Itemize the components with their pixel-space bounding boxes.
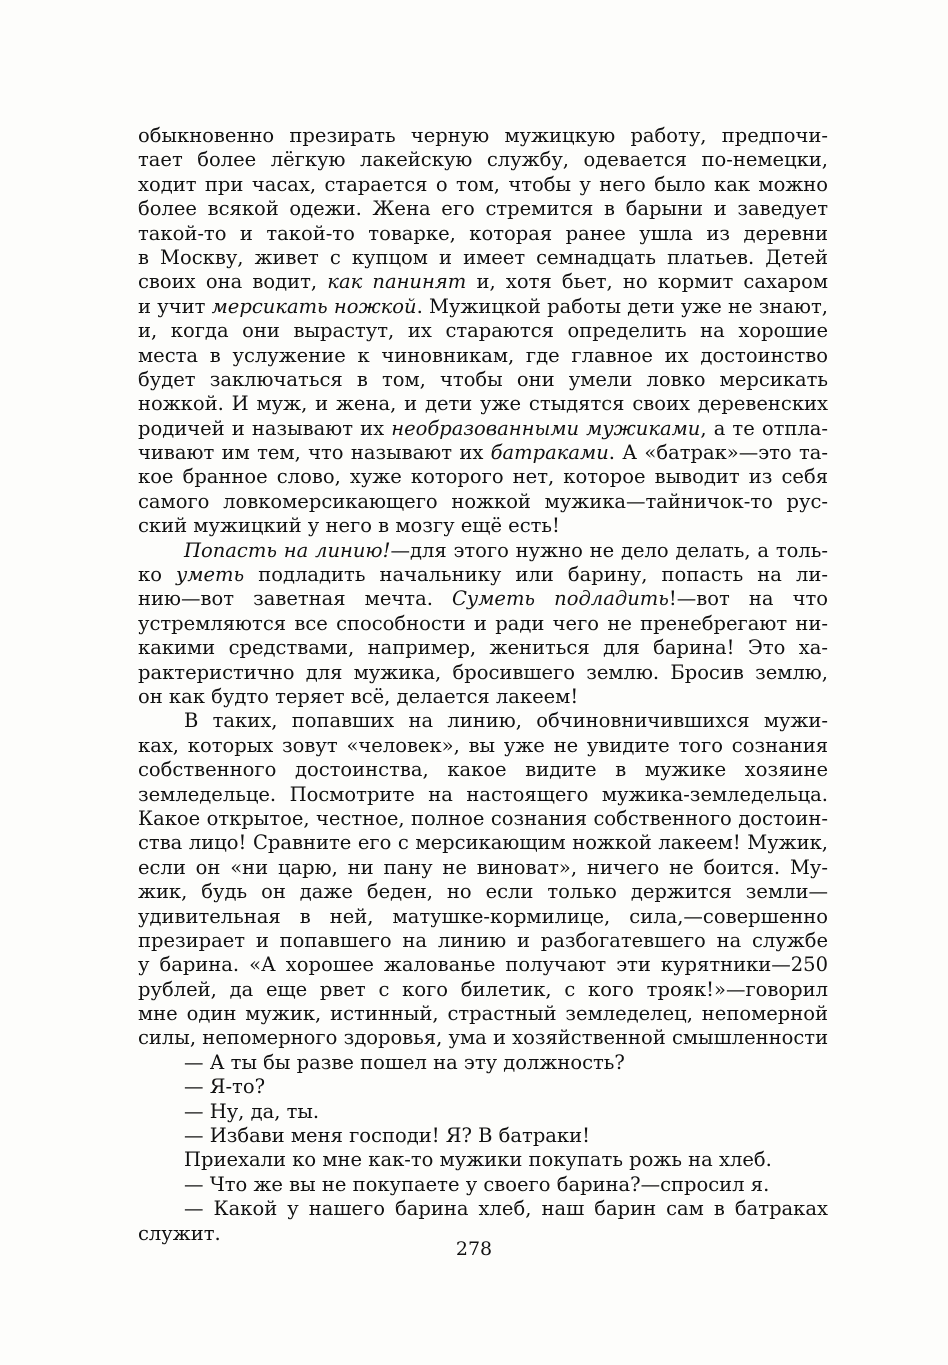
text-run: земледельце. Посмотрите на настоящего мужика-земледельца. — [138, 782, 828, 806]
text-run: жик, будь он даже беден, но если только держится земли— — [138, 880, 828, 904]
text-line — [138, 222, 828, 246]
text-run: своих она водит, — [138, 270, 328, 294]
text-run: Приехали ко мне как-то мужики покупать рожь на хлеб. — [184, 1148, 772, 1172]
text-run: самого ловкомерсикающего ножкой мужика—тайничок-то рус- — [138, 489, 828, 513]
text-line — [138, 319, 828, 343]
italic-phrase: батраками — [490, 441, 609, 465]
text-run: если он «ни царю, ни пану не виноват», ничего не боится. Му- — [138, 855, 828, 879]
text-line — [138, 612, 828, 636]
text-run: и, хотя бьет, но кормит сахаром — [466, 270, 828, 294]
text-line — [138, 1026, 828, 1050]
text-run: тает более лёгкую лакейскую службу, одевается по-немецки, — [138, 148, 828, 172]
text-run: подладить начальнику или барину, попасть на ли- — [244, 563, 828, 587]
text-line — [138, 709, 828, 733]
text-run: В таких, попавших на линию, обчиновничившихся мужи- — [184, 709, 828, 733]
text-line — [138, 636, 828, 660]
text-line — [138, 1051, 828, 1075]
text-line — [138, 441, 828, 465]
text-line — [138, 783, 828, 807]
text-run: !—вот на что — [668, 587, 828, 611]
text-line — [138, 685, 828, 709]
italic-phrase: Попасть на линию! — [184, 538, 391, 562]
text-run: . Мужицкой работы дети уже не знают, — [416, 294, 828, 318]
text-line — [138, 1197, 828, 1221]
italic-phrase: как панинят — [327, 270, 467, 294]
text-run: будет заключаться в том, чтобы они умели ловко мерсикать — [138, 367, 828, 391]
text-line — [138, 1124, 828, 1148]
text-run: удивительная в ней, матушке-кормилице, сила,—совершенно — [138, 904, 828, 928]
text-line — [138, 124, 828, 148]
text-line — [138, 758, 828, 782]
text-line — [138, 905, 828, 929]
text-run: ский мужицкий у него в мозгу ещё есть! — [138, 514, 560, 538]
text-line — [138, 1002, 828, 1026]
italic-phrase: необразованными мужиками — [391, 416, 701, 440]
text-line — [138, 148, 828, 172]
text-run: — А ты бы разве пошел на эту должность? — [184, 1050, 625, 1074]
text-run: , а те отпла- — [700, 416, 829, 440]
text-run: собственного достоинства, какое видите в мужике хозяине — [138, 758, 828, 782]
text-run: силы, непомерного здоровья, ума и хозяйственной смышленности — [138, 1026, 829, 1050]
text-run: нию—вот заветная мечта. — [138, 587, 452, 611]
text-run: ках, которых зовут «человек», вы уже не увидите того сознания — [138, 733, 828, 757]
text-line — [138, 392, 828, 416]
text-run: более всякой одежи. Жена его стремится в барыни и заведует — [138, 197, 828, 221]
text-run: ходит при часах, старается о том, чтобы у него было как можно — [138, 172, 828, 196]
text-line — [138, 368, 828, 392]
text-run: ко — [138, 563, 177, 587]
text-line — [138, 807, 828, 831]
text-line — [138, 514, 828, 538]
text-run: и, когда они вырастут, их стараются определить на хорошие — [138, 319, 828, 343]
text-run: родичей и называют их — [138, 416, 392, 440]
text-line — [138, 587, 828, 611]
text-line — [138, 197, 828, 221]
text-line — [138, 539, 828, 563]
page-number: 278 — [455, 1238, 493, 1260]
text-run: и учит — [138, 294, 212, 318]
text-run: ства лицо! Сравните его с мерсикающим ножкой лакеем! Мужик, — [138, 831, 828, 855]
text-line — [138, 929, 828, 953]
text-run: Какое открытое, честное, полное сознания собственного достоин- — [138, 806, 828, 830]
text-line — [138, 465, 828, 489]
text-line — [138, 978, 828, 1002]
text-line — [138, 344, 828, 368]
body-text — [138, 124, 828, 1246]
text-run: ножкой. И муж, и жена, и дети уже стыдятся своих деревенских — [138, 392, 828, 416]
text-run: — Что же вы не покупаете у своего барина?—спросил я. — [184, 1172, 770, 1196]
text-line — [138, 173, 828, 197]
text-run: презирает и попавшего на линию и разбогатевшего на службе — [138, 928, 828, 952]
text-line — [138, 295, 828, 319]
text-run: какими средствами, например, жениться для барина! Это ха- — [138, 636, 828, 660]
text-run: — Избави меня господи! Я? В батраки! — [184, 1124, 590, 1148]
text-run: . А «батрак»—это та- — [608, 441, 828, 465]
text-line — [138, 417, 828, 441]
text-run: служит. — [138, 1221, 221, 1245]
text-line — [138, 831, 828, 855]
text-line — [138, 270, 828, 294]
text-run: места в услужение к чиновникам, где главное их достоинство — [138, 343, 828, 367]
text-run: — Ну, да, ты. — [184, 1099, 320, 1123]
text-run: устремляются все способности и ради чего не пренебрегают ни- — [138, 611, 828, 635]
text-run: — Я-то? — [184, 1075, 266, 1099]
text-line — [138, 1100, 828, 1124]
text-line — [138, 490, 828, 514]
text-run: —для этого нужно не дело делать, а толь- — [390, 538, 828, 562]
text-line — [138, 1173, 828, 1197]
italic-phrase: мерсикать ножкой — [211, 294, 417, 318]
text-line — [138, 563, 828, 587]
text-line — [138, 734, 828, 758]
text-run: рублей, да еще рвет с кого билетик, с кого трояк!»—говорил — [138, 977, 828, 1001]
text-line — [138, 1075, 828, 1099]
text-line — [138, 880, 828, 904]
text-line — [138, 1148, 828, 1172]
text-run: — Какой у нашего барина хлеб, наш барин сам в батраках — [184, 1197, 828, 1221]
text-run: чивают им тем, что называют их — [138, 441, 491, 465]
text-run: он как будто теряет всё, делается лакеем! — [138, 684, 579, 708]
text-line — [138, 661, 828, 685]
text-run: такой-то и такой-то товарке, которая ранее ушла из деревни — [138, 221, 828, 245]
text-run: кое бранное слово, хуже которого нет, которое выводит из себя — [138, 465, 828, 489]
text-line — [138, 856, 828, 880]
text-run: у барина. «А хорошее жалованье получают эти курятники—250 — [138, 953, 828, 977]
text-run: в Москву, живет с купцом и имеет семнадцать платьев. Детей — [138, 245, 828, 269]
italic-phrase: уметь — [176, 563, 245, 587]
italic-phrase: Суметь подладить — [452, 587, 669, 611]
text-line — [138, 246, 828, 270]
text-line — [138, 953, 828, 977]
text-run: обыкновенно презирать черную мужицкую работу, предпочи- — [138, 124, 828, 147]
text-run: рактеристично для мужика, бросившего землю. Бросив землю, — [138, 660, 828, 684]
text-run: мне один мужик, истинный, страстный земледелец, непомерной — [138, 1002, 828, 1026]
